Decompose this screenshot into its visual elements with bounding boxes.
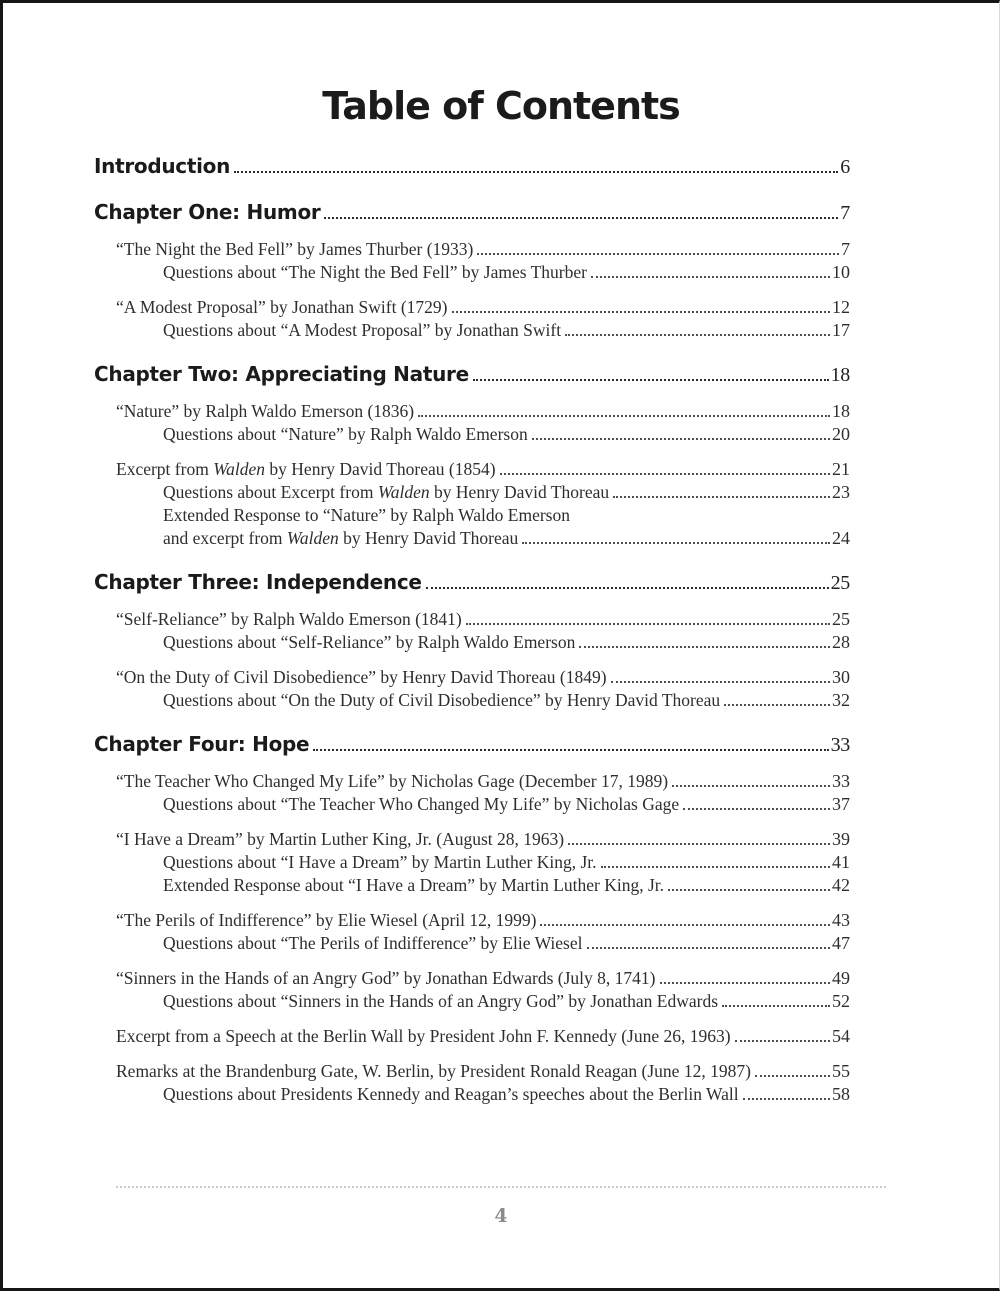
toc-entry-page: 42: [832, 875, 850, 895]
toc-entry-title: [94, 400, 850, 423]
dot-leader: [668, 889, 830, 891]
toc-entry-sub: [94, 631, 850, 654]
toc-entry-page: 30: [832, 667, 850, 687]
toc-entry-chapter: [94, 731, 850, 758]
toc-entry-sub: [94, 504, 850, 527]
toc-entry-text: Questions about Excerpt from Walden by Henry David Thoreau: [163, 482, 610, 502]
toc-entry-text: Questions about “A Modest Proposal” by Jonathan Swift: [163, 320, 562, 340]
dot-leader: [660, 982, 831, 984]
toc-entry-page: 17: [832, 320, 850, 340]
page-number: 4: [494, 1205, 508, 1227]
dot-leader: [743, 1098, 830, 1100]
dot-leader: [611, 681, 830, 683]
dot-leader: [601, 866, 831, 868]
toc-entry-page: 6: [840, 156, 850, 178]
dot-leader: [426, 587, 829, 589]
toc-entry-text: Questions about Presidents Kennedy and Reagan’s speeches about the Berlin Wall: [163, 1084, 739, 1104]
dot-leader: [724, 704, 830, 706]
toc-entry-sub: [94, 990, 850, 1013]
toc-entry-text: Questions about “Nature” by Ralph Waldo Emerson: [163, 424, 528, 444]
toc-entry-page: 39: [832, 829, 850, 849]
toc-entry-page: 28: [832, 632, 850, 652]
dot-leader: [587, 947, 831, 949]
toc-entry-page: 10: [832, 262, 850, 282]
toc-entry-text: Chapter Four: Hope: [94, 732, 310, 756]
toc-entry-title: [94, 909, 850, 932]
toc-entry-title: [94, 967, 850, 990]
dot-leader: [565, 334, 830, 336]
toc-entry-sub: [94, 481, 850, 504]
dot-leader: [683, 808, 830, 810]
dot-leader: [672, 785, 830, 787]
toc-entry-page: 21: [832, 459, 850, 479]
toc-entry-text: Questions about “The Perils of Indifference” by Elie Wiesel: [163, 933, 583, 953]
toc-entry-text: Questions about “On the Duty of Civil Disobedience” by Henry David Thoreau: [163, 690, 721, 710]
toc-entry-page: 43: [832, 910, 850, 930]
dot-leader: [540, 924, 830, 926]
toc-entry-page: 25: [832, 609, 850, 629]
dot-leader: [500, 473, 830, 475]
dot-leader: [755, 1075, 830, 1077]
toc-entry-title: [94, 238, 850, 261]
toc-entry-page: 18: [830, 364, 850, 386]
toc-entry-title: [94, 296, 850, 319]
dot-leader: [313, 749, 828, 751]
dot-leader: [452, 311, 831, 313]
toc-entry-page: 33: [830, 734, 850, 756]
toc-entry-page: 37: [832, 794, 850, 814]
toc-entry-page: 49: [832, 968, 850, 988]
toc-entry-text: Questions about “I Have a Dream” by Martin Luther King, Jr.: [163, 852, 597, 872]
dot-leader: [234, 171, 838, 173]
toc-entry-text: “The Teacher Who Changed My Life” by Nicholas Gage (December 17, 1989): [116, 771, 669, 791]
toc-entry-page: 47: [832, 933, 850, 953]
dot-leader: [579, 646, 830, 648]
toc-entry-text: Questions about “Sinners in the Hands of an Angry God” by Jonathan Edwards: [163, 991, 719, 1011]
page-title: Table of Contents: [322, 84, 680, 128]
toc-entry-text: “I Have a Dream” by Martin Luther King, Jr. (August 28, 1963): [116, 829, 565, 849]
toc-entry-page: 33: [832, 771, 850, 791]
toc-entry-page: 52: [832, 991, 850, 1011]
toc-entry-page: 32: [832, 690, 850, 710]
toc-entry-text: “Sinners in the Hands of an Angry God” by Jonathan Edwards (July 8, 1741): [116, 968, 656, 988]
toc-entry-sub: [94, 851, 850, 874]
footer-divider: [116, 1186, 886, 1188]
toc-entry-text: Questions about “The Teacher Who Changed My Life” by Nicholas Gage: [163, 794, 680, 814]
toc-entry-text: Chapter Two: Appreciating Nature: [94, 362, 469, 386]
toc-entry-title: [94, 770, 850, 793]
toc-entry-page: 54: [832, 1026, 850, 1046]
toc-entry-text: “Nature” by Ralph Waldo Emerson (1836): [116, 401, 415, 421]
dot-leader: [418, 415, 830, 417]
toc-entry-title: [94, 666, 850, 689]
toc-entry-text: Questions about “Self-Reliance” by Ralph Waldo Emerson: [163, 632, 576, 652]
toc-entry-sub: [94, 261, 850, 284]
toc-entry-text: Questions about “The Night the Bed Fell” by James Thurber: [163, 262, 587, 282]
toc-entry-page: 20: [832, 424, 850, 444]
toc-entry-title: [94, 458, 850, 481]
dot-leader: [591, 276, 830, 278]
toc-entry-page: 23: [832, 482, 850, 502]
toc-entry-text: “The Night the Bed Fell” by James Thurber (1933): [116, 239, 474, 259]
toc-entry-text: Introduction: [94, 154, 231, 178]
toc-entry-text: “The Perils of Indifference” by Elie Wiesel (April 12, 1999): [116, 910, 537, 930]
dot-leader: [722, 1005, 830, 1007]
toc-entry-title: [94, 1060, 850, 1083]
toc-entry-sub: [94, 1083, 850, 1106]
toc-entry-text: Excerpt from a Speech at the Berlin Wall by President John F. Kennedy (June 26, 1963): [116, 1026, 731, 1046]
toc-entry-text: “Self-Reliance” by Ralph Waldo Emerson (1841): [116, 609, 462, 629]
toc-entry-sub: [94, 874, 850, 897]
toc-entry-page: 18: [832, 401, 850, 421]
toc-entry-text: Chapter Three: Independence: [94, 570, 422, 594]
toc-entry-sub: [94, 793, 850, 816]
dot-leader: [735, 1040, 830, 1042]
toc-entry-text: Chapter One: Humor: [94, 200, 321, 224]
toc-entry-sub: [94, 689, 850, 712]
dot-leader: [473, 379, 829, 381]
toc-entry-chapter: [94, 153, 850, 180]
dot-leader: [522, 542, 830, 544]
toc-entry-text: Excerpt from Walden by Henry David Thoreau (1854): [116, 459, 496, 479]
toc-entry-chapter: [94, 199, 850, 226]
toc-entry-page: 41: [832, 852, 850, 872]
toc-entry-page: 25: [830, 572, 850, 594]
toc-entry-chapter: [94, 361, 850, 388]
toc-list: [94, 153, 850, 1106]
toc-entry-text: Remarks at the Brandenburg Gate, W. Berlin, by President Ronald Reagan (June 12, 1987): [116, 1061, 751, 1081]
toc-entry-page: 12: [832, 297, 850, 317]
toc-entry-page: 7: [840, 202, 850, 224]
toc-entry-sub: [94, 527, 850, 550]
toc-entry-text: “On the Duty of Civil Disobedience” by Henry David Thoreau (1849): [116, 667, 607, 687]
dot-leader: [568, 843, 830, 845]
toc-entry-page: 58: [832, 1084, 850, 1104]
toc-entry-text: and excerpt from Walden by Henry David Thoreau: [163, 528, 519, 548]
toc-entry-page: 7: [841, 239, 850, 259]
toc-entry-text: Extended Response to “Nature” by Ralph Waldo Emerson: [163, 505, 570, 525]
toc-entry-page: 55: [832, 1061, 850, 1081]
toc-entry-sub: [94, 319, 850, 342]
dot-leader: [466, 623, 830, 625]
toc-entry-sub: [94, 423, 850, 446]
toc-entry-sub: [94, 932, 850, 955]
dot-leader: [477, 253, 839, 255]
dot-leader: [532, 438, 830, 440]
dot-leader: [324, 217, 838, 219]
dot-leader: [613, 496, 830, 498]
toc-entry-title: [94, 828, 850, 851]
toc-entry-text: “A Modest Proposal” by Jonathan Swift (1729): [116, 297, 448, 317]
toc-entry-page: 24: [832, 528, 850, 548]
toc-entry-title: [94, 608, 850, 631]
toc-entry-title: [94, 1025, 850, 1048]
toc-entry-chapter: [94, 569, 850, 596]
toc-entry-text: Extended Response about “I Have a Dream” by Martin Luther King, Jr.: [163, 875, 665, 895]
